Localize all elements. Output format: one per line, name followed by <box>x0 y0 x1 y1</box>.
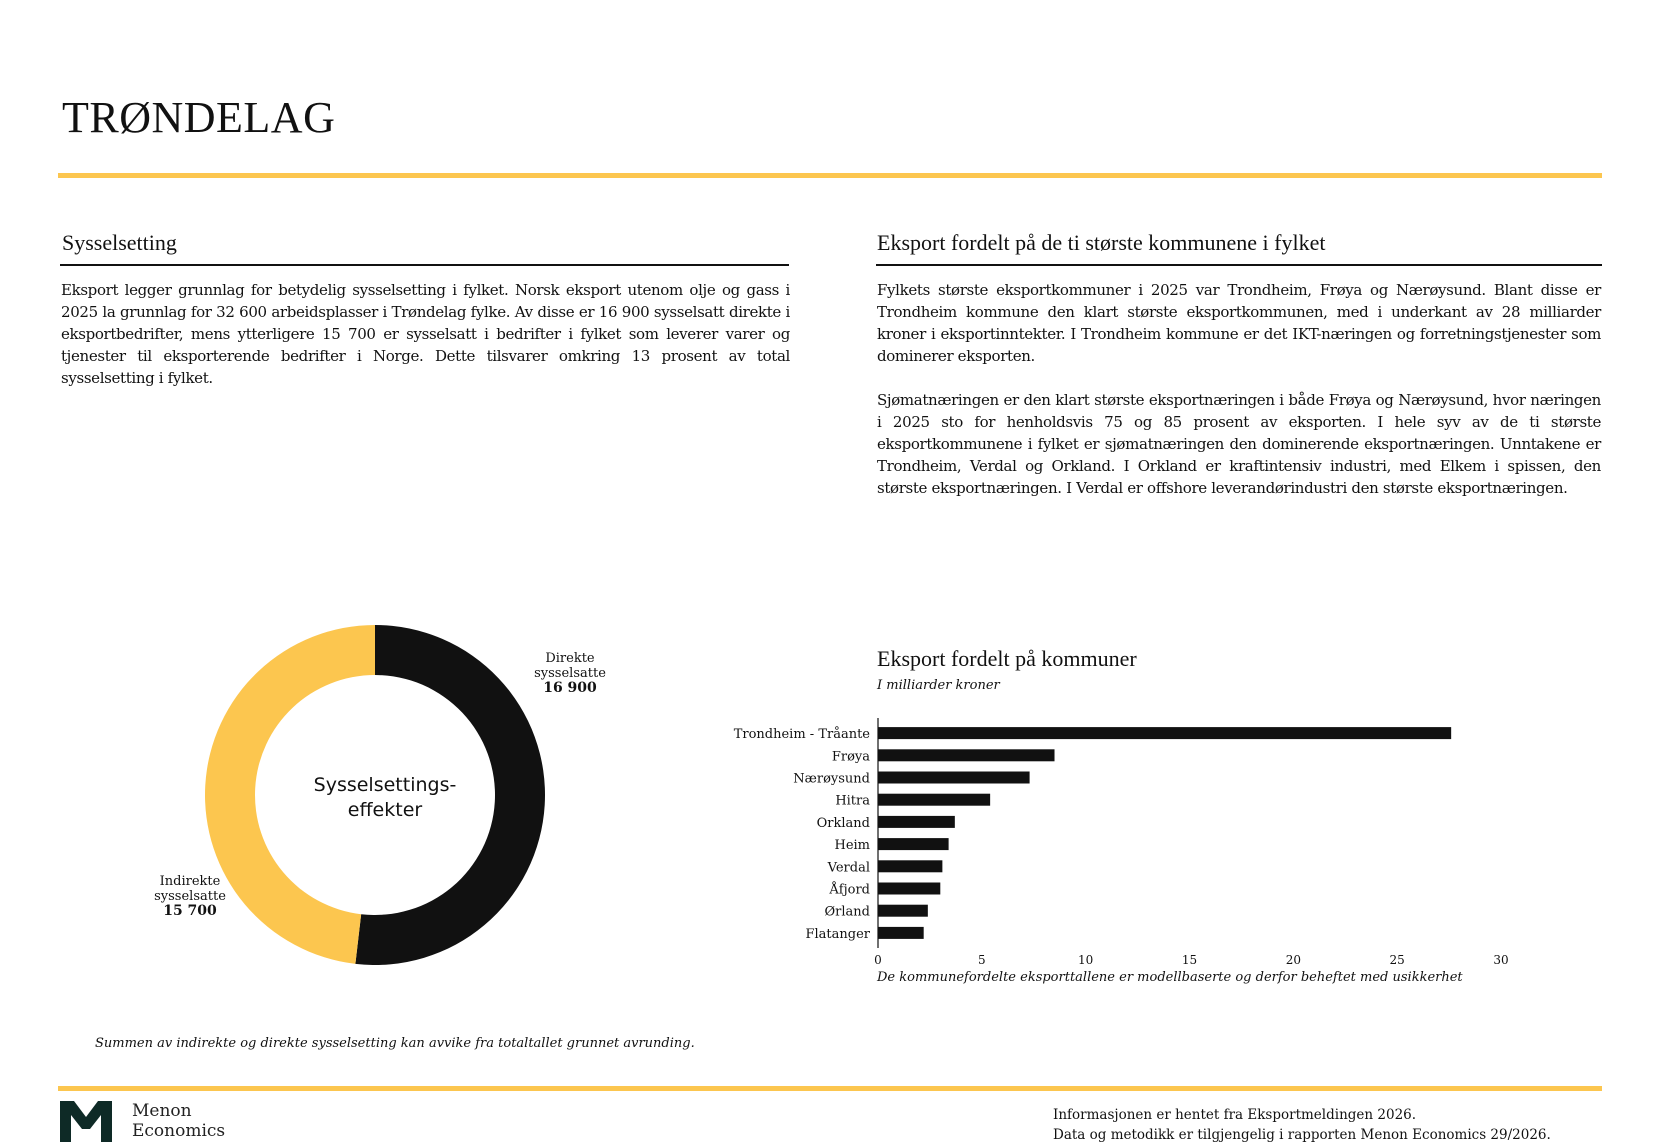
x-tick-label: 10 <box>1078 953 1094 967</box>
x-tick-label: 15 <box>1181 953 1198 967</box>
logo-line1: Menon <box>132 1101 192 1121</box>
page-title: TRØNDELAG <box>62 93 336 142</box>
bar-chart-note: De kommunefordelte eksporttallene er modellbaserte og derfor beheftet med usikkerhet <box>877 970 1463 985</box>
export-body <box>877 279 1601 521</box>
x-tick-label: 5 <box>978 953 986 967</box>
x-tick-label: 25 <box>1389 953 1405 967</box>
direct-label-line1: Direkte <box>545 651 595 666</box>
top-accent-rule <box>58 173 1602 178</box>
bar-category-label: Åfjord <box>829 882 870 898</box>
export-heading: Eksport fordelt på de ti største kommunene i fylket <box>877 230 1326 255</box>
donut-center-label <box>290 773 480 823</box>
export-paragraph-2: Sjømatnæringen er den klart største eksportnæringen i både Frøya og Nærøysund, hvor næringen i 2025 sto for henholdsvis 75 og 85 prosent av eksporten. I hele syv av de ti største eksportkommunene i fylket er sjømatnæringen den dominerende eksportnæringen. Unntakene er Trondheim, Verdal og Orkland. I Orkland er kraftintensiv industri, med Elkem i spissen, den største eksportnæringen. I Verdal er offshore leverandørindustri den største eksportnæringen. <box>877 391 1601 497</box>
x-tick-label: 20 <box>1285 953 1301 967</box>
bar-9 <box>878 927 924 939</box>
donut-rounding-note: Summen av indirekte og direkte sysselsetting kan avvike fra totaltallet grunnet avrunding. <box>95 1036 695 1051</box>
menon-logo-text <box>132 1101 225 1141</box>
bar-chart-subtitle: I milliarder kroner <box>877 678 1000 693</box>
bar-category-label: Verdal <box>827 860 870 876</box>
employment-heading-rule <box>60 264 789 266</box>
x-tick-label: 0 <box>874 953 882 967</box>
x-tick-label: 30 <box>1493 953 1509 967</box>
bar-category-label: Frøya <box>831 749 870 765</box>
indirect-employment-label <box>140 874 240 919</box>
export-paragraph-1: Fylkets største eksportkommuner i 2025 var Trondheim, Frøya og Nærøysund. Blant disse er Trondheim kommune den klart største eksportkommunen, med i underkant av 28 milliarder kroner i eksportinntekter. I Trondheim kommune er det IKT-næringen og forretningstjenester som dominerer eksporten. <box>877 281 1601 365</box>
bar-4 <box>878 816 955 828</box>
menon-logo-icon <box>60 1101 112 1142</box>
bar-0 <box>878 727 1451 739</box>
indirect-value: 15 700 <box>163 903 217 919</box>
donut-center-line1: Sysselsettings- <box>313 774 457 796</box>
source-line2: Data og metodikk er tilgjengelig i rapporten Menon Economics 29/2026. <box>1053 1127 1551 1143</box>
bar-category-label: Orkland <box>816 815 870 831</box>
bar-category-label: Hitra <box>835 793 870 809</box>
employment-heading: Sysselsetting <box>62 230 177 255</box>
indirect-label-line2: sysselsatte <box>154 889 226 904</box>
bar-category-label: Trondheim - Tråante <box>733 727 870 743</box>
direct-value: 16 900 <box>543 680 597 696</box>
source-line1: Informasjonen er hentet fra Eksportmeldingen 2026. <box>1053 1107 1417 1123</box>
source-note <box>1053 1105 1551 1145</box>
bar-5 <box>878 838 949 850</box>
direct-employment-label <box>520 651 620 696</box>
bar-3 <box>878 794 990 806</box>
bar-chart-title: Eksport fordelt på kommuner <box>877 646 1137 671</box>
direct-label-line2: sysselsatte <box>534 666 606 681</box>
indirect-label-line1: Indirekte <box>159 874 221 889</box>
export-heading-rule <box>876 264 1602 266</box>
employment-body: Eksport legger grunnlag for betydelig sysselsetting i fylket. Norsk eksport utenom olje og gass i 2025 la grunnlag for 32 600 arbeidsplasser i Trøndelag fylke. Av disse er 16 900 sysselsatt direkte i eksportbedrifter, mens ytterligere 15 700 er sysselsatt i bedrifter i fylket som leverer varer og tjenester til eksporterende bedrifter i Norge. Dette tilsvarer omkring 13 prosent av total sysselsetting i fylket. <box>61 281 790 387</box>
bar-category-label: Nærøysund <box>793 771 870 787</box>
bar-1 <box>878 749 1055 761</box>
export-bar-chart <box>700 700 1520 980</box>
donut-center-line2: effekter <box>347 799 423 821</box>
bottom-accent-rule <box>58 1086 1602 1091</box>
bar-category-label: Ørland <box>824 904 870 920</box>
bar-7 <box>878 883 940 895</box>
bar-6 <box>878 860 942 872</box>
bar-category-label: Flatanger <box>805 926 870 942</box>
logo-line2: Economics <box>132 1121 226 1141</box>
bar-2 <box>878 772 1030 784</box>
bar-category-label: Heim <box>834 838 870 854</box>
bar-8 <box>878 905 928 917</box>
